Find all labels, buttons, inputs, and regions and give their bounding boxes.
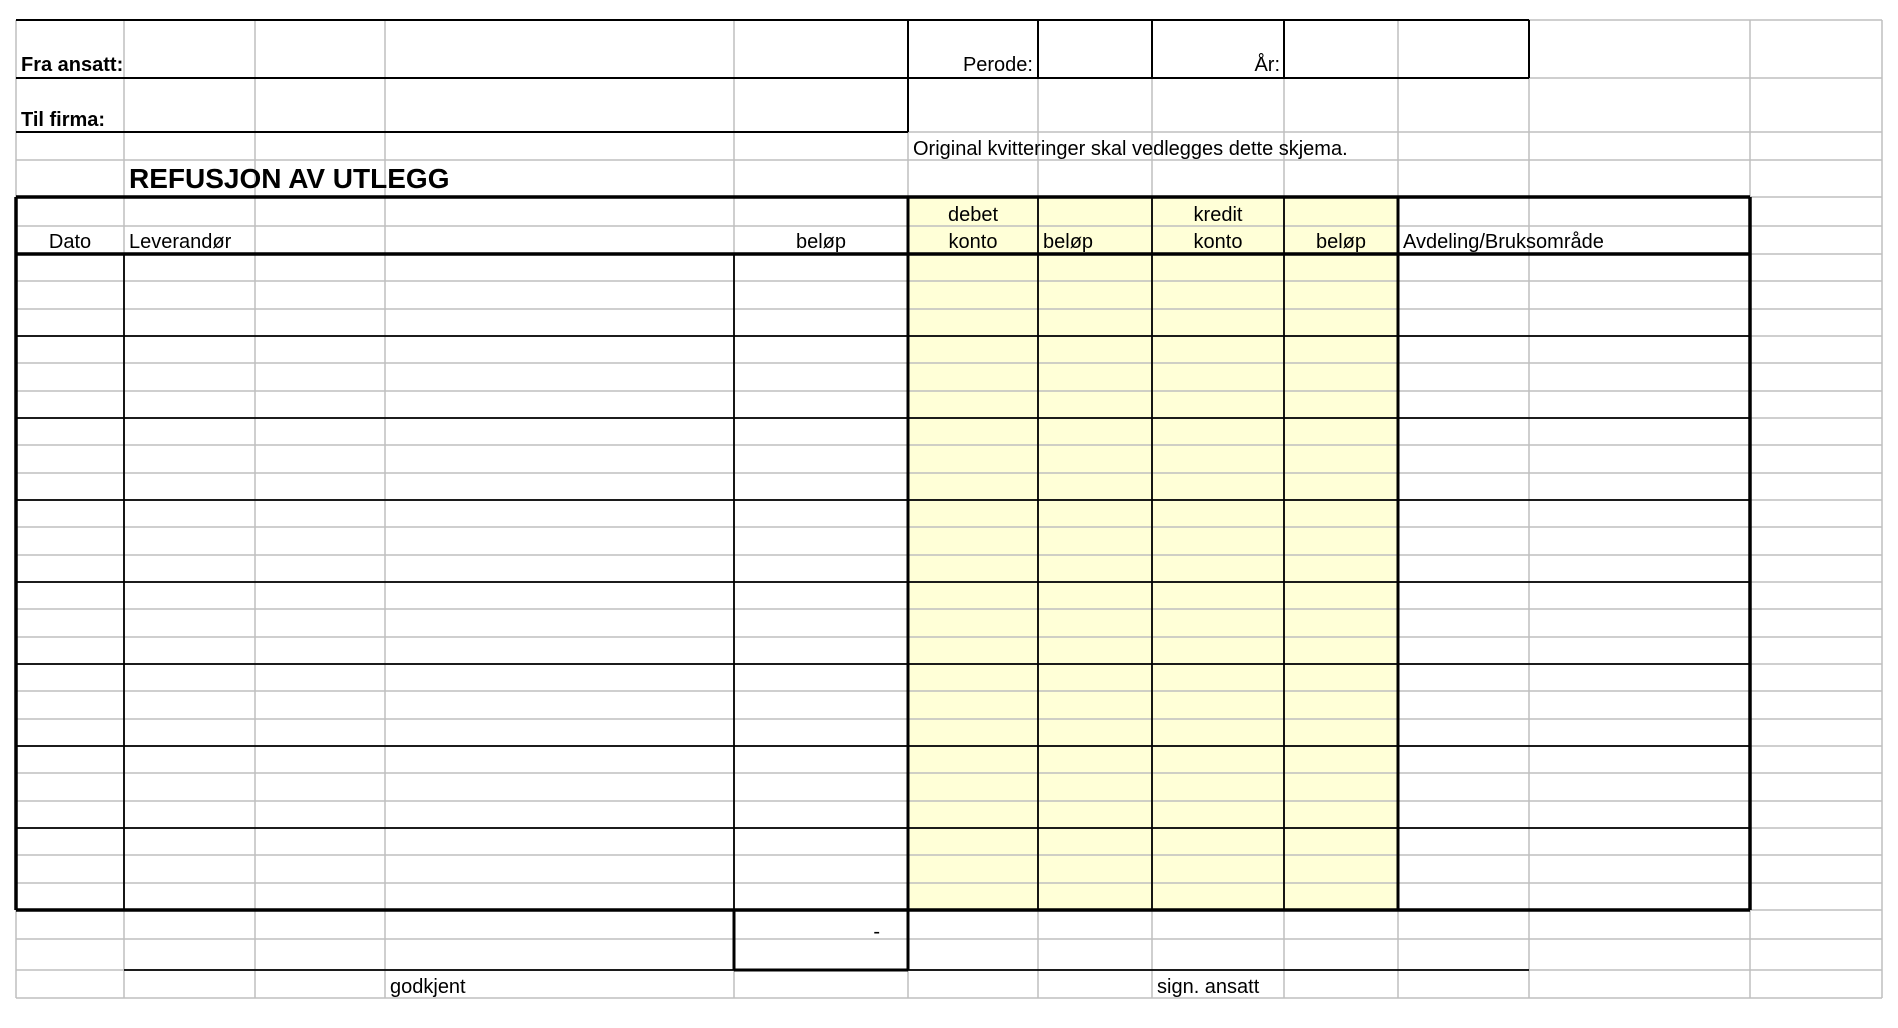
accounting-fill — [908, 197, 1398, 910]
year-label: År: — [1254, 54, 1280, 76]
column-debit-account: konto — [948, 231, 998, 253]
to-company-label: Til firma: — [21, 109, 106, 131]
column-credit-top: kredit — [1193, 204, 1243, 226]
from-employee-label: Fra ansatt: — [21, 54, 124, 76]
column-credit-amount: beløp — [1315, 231, 1367, 253]
column-supplier: Leverandør — [129, 231, 232, 253]
column-credit-account: konto — [1193, 231, 1243, 253]
receipt-note: Original kvitteringer skal vedlegges dette skjema. — [913, 138, 1348, 160]
column-debit-amount: beløp — [1043, 231, 1094, 253]
column-debit-top: debet — [947, 204, 999, 226]
column-amount: beløp — [795, 231, 847, 253]
column-department: Avdeling/Bruksområde — [1403, 231, 1604, 253]
form-title: REFUSJON AV UTLEGG — [129, 163, 450, 194]
approved-label: godkjent — [390, 976, 466, 998]
total-amount: - — [873, 921, 880, 943]
employee-signature-label: sign. ansatt — [1157, 976, 1260, 998]
period-label: Perode: — [962, 54, 1033, 76]
column-date: Dato — [48, 231, 92, 253]
